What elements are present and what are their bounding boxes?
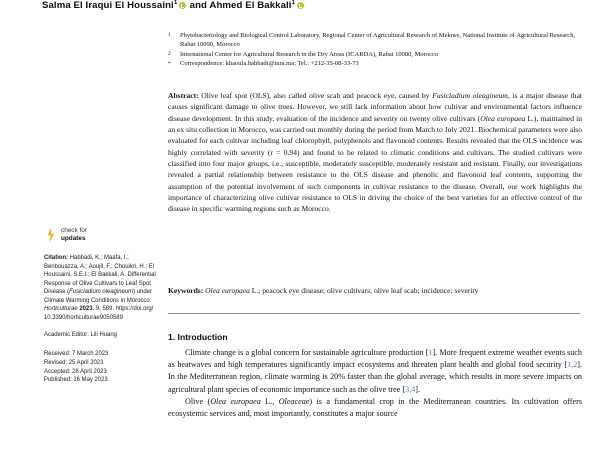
abstract-section bbox=[168, 90, 582, 215]
citation-species: Fusicladium oleagineum bbox=[69, 289, 134, 296]
paragraph bbox=[168, 347, 582, 396]
check-for-updates-line1: check for bbox=[61, 227, 87, 235]
abstract-species-1: Fusicladium oleagineum bbox=[432, 91, 508, 100]
keywords-section bbox=[168, 285, 582, 296]
orcid-icon[interactable] bbox=[297, 2, 304, 9]
affiliations-list bbox=[168, 31, 582, 69]
abstract-text-3: L.), maintained in an ex situ collection in Morocco, was carried out monthly during the period from March to July 2021. Biochemical parameters were also evaluated for each cultivar including leaf chlorophyll, polyphenols and flavonoid contents. Results revealed that the OLS incidence was highly correlated with severity (r = 0.94) and found to be related to climatic conditions and cultivars. The studied cultivars were classified into four major groups, i.e., susceptible, moderately susceptible, moderately resistant and resistant. Finally, our investigations revealed a partial relationship between resistance to the OLS disease and phenolic and flavonoid leaf contents, supporting the assumption of the potential involvement of such components in cultivar resistance to the disease. Overall, our work highlights the importance of characterizing olive cultivar resistance to OLS in driving the choice of the best varieties for an effective control of the disease in specific warming regions such as Morocco. bbox=[168, 113, 583, 214]
publication-dates bbox=[44, 350, 156, 385]
orcid-icon[interactable] bbox=[179, 2, 186, 9]
check-for-updates-line2: updates bbox=[61, 235, 86, 242]
citation-link[interactable]: 1 bbox=[428, 348, 433, 357]
intro2-species-2: Oleaceae bbox=[278, 396, 310, 406]
author-2-affiliation-marker: 1 bbox=[291, 0, 296, 6]
paragraph bbox=[168, 396, 582, 420]
date-received: Received: 7 March 2023 bbox=[44, 350, 109, 357]
correspondence-marker: * bbox=[168, 60, 171, 67]
citation-doi-line1[interactable]: https://doi.org/10.3390/ bbox=[44, 306, 154, 321]
intro2-species-1: Olea europaea bbox=[210, 396, 261, 406]
correspondence-text[interactable]: Correspondence: khaoula.habbadi@inra.ma; Tel.: +212-35-08-33-73 bbox=[180, 60, 359, 68]
section-divider bbox=[168, 313, 580, 314]
citation-authors: Habbadi, K.; Maafa, I.; Benbouazza, A.; Aoujil, F.; Chouikri, H.; El Houssaini, S.E.I.; El Bakkali, A. Differential Response of Olive Cultivars to Leaf Spot Disease ( bbox=[44, 255, 156, 296]
intro-text-1: Climate change is a global concern for sustainable agriculture production [ bbox=[185, 348, 429, 357]
keywords-text: L.; peacock eye disease; olive cultivars; olive leaf scab; incidence; severity bbox=[249, 286, 479, 295]
affiliation-row bbox=[168, 31, 582, 49]
keywords-species: Olea europaea bbox=[205, 286, 250, 295]
citation-label: Citation: bbox=[44, 255, 69, 261]
affiliation-text: International Center for Agricultural Research in the Dry Areas (ICARDA), Rabat 10080, Morocco bbox=[180, 50, 439, 58]
author-name-2: Ahmed El Bakkali bbox=[209, 0, 292, 12]
abstract-text-2: , is a major disease that causes significant damage to olive trees. However, we still lack information about how cultivar and environmental factors influence disease development. In this study, evaluation of the incidence and severity on twenty olive cultivars ( bbox=[168, 91, 583, 123]
affiliation-text: Phytobacteriology and Biological Control Laboratory, Regional Center of Agricultural Research of Meknes, National Institute of Agricultural Research, Rabat 10090, Morocco bbox=[180, 32, 576, 49]
intro-text-2: ]. More frequent extreme weather events such as heatwaves and high temperatures significantly impact ecosystems and threaten plant health and global food security [ bbox=[168, 348, 582, 370]
affiliation-marker: 2 bbox=[168, 50, 171, 57]
crossmark-logo-icon bbox=[44, 226, 58, 244]
left-sidebar bbox=[44, 226, 156, 385]
keywords-label: Keywords: bbox=[168, 286, 204, 295]
citation-journal: Horticulturae bbox=[44, 306, 78, 313]
correspondence-row bbox=[168, 59, 582, 68]
academic-editor: Academic Editor: Lili Huang bbox=[44, 332, 117, 339]
introduction-heading: 1. Introduction bbox=[168, 332, 228, 342]
author-name-1: Salma El Iraqui El Houssaini bbox=[42, 0, 174, 12]
introduction-body bbox=[168, 347, 582, 420]
citation-year: 2023 bbox=[79, 306, 93, 313]
author-line bbox=[42, 0, 582, 11]
date-revised: Revised: 25 April 2023 bbox=[44, 359, 104, 366]
check-for-updates-label bbox=[61, 227, 87, 242]
affiliation-marker: 1 bbox=[168, 32, 171, 39]
affiliation-row bbox=[168, 50, 582, 59]
abstract-species-2: Olea europaea bbox=[480, 113, 526, 123]
citation-link[interactable]: 3,4 bbox=[405, 384, 416, 394]
citation-block bbox=[44, 254, 156, 322]
intro2-text-1: Olive ( bbox=[185, 396, 211, 406]
citation-link[interactable]: 1,2 bbox=[567, 360, 578, 370]
author-conjunction: and bbox=[189, 0, 207, 12]
check-for-updates-badge[interactable] bbox=[44, 226, 156, 244]
intro2-text-2: L., bbox=[260, 396, 279, 406]
abstract-label: Abstract: bbox=[168, 91, 199, 100]
citation-title-rest: ) under Climate Warming Conditions in Morocco. bbox=[44, 289, 152, 304]
author-1-affiliation-marker: 1 bbox=[173, 0, 178, 6]
citation-volume: , 9, 589. bbox=[92, 306, 115, 313]
abstract-text-1: Olive leaf spot (OLS), also called olive scab and peacock eye, caused by bbox=[201, 91, 430, 100]
citation-doi-line2[interactable]: horticulturae9050589 bbox=[67, 314, 123, 321]
date-accepted: Accepted: 28 April 2023 bbox=[44, 368, 107, 375]
date-published: Published: 16 May 2023 bbox=[44, 377, 108, 384]
lightning-bolt-shape bbox=[46, 227, 56, 243]
intro-text-3: ]. In the Mediterranean region, climate warming is 20% faster than the global average, which results in more severe impacts on agricultural plant species of economic importance such as the olive tree [ bbox=[168, 360, 582, 394]
intro-text-4: ]. bbox=[415, 384, 421, 394]
intro2-text-3: ) is a fundamental crop in the Mediterranean countries. Its cultivation offers ecosystemic services and, most importantly, constitutes a major source bbox=[168, 396, 582, 419]
